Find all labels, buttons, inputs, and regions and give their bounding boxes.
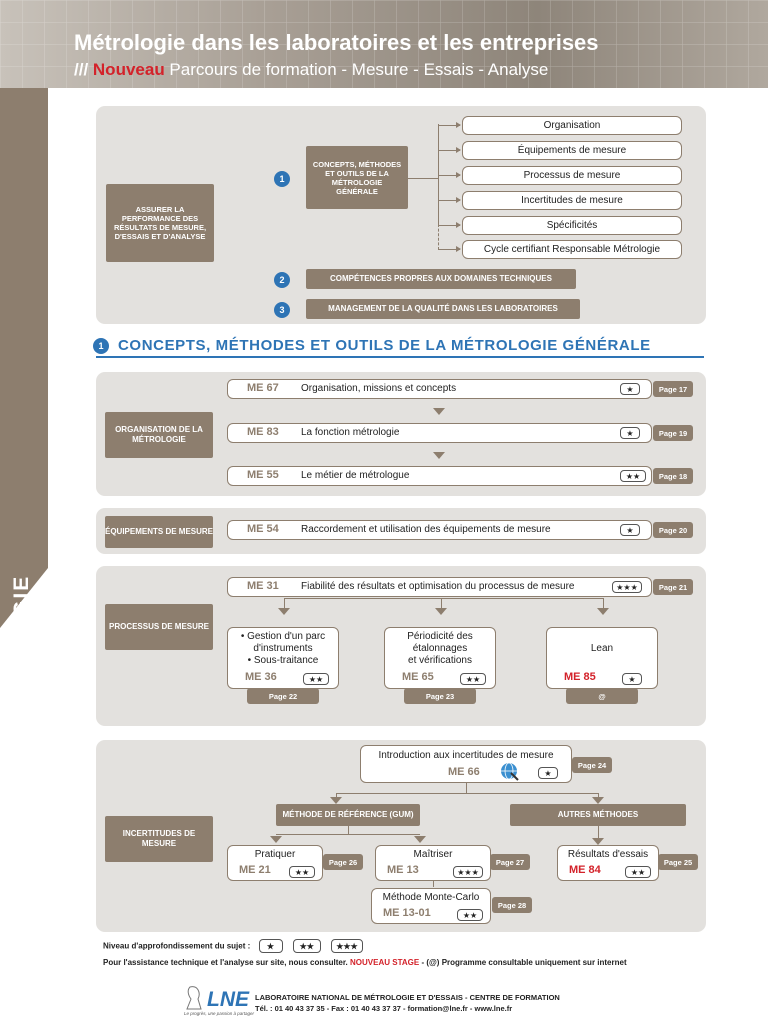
section-number-badge: 1	[93, 338, 109, 354]
process-sub-text	[546, 643, 658, 655]
course-code: ME 21	[239, 864, 271, 876]
section-title: CONCEPTS, MÉTHODES ET OUTILS DE LA MÉTROLOGIE GÉNÉRALE	[118, 337, 651, 354]
connector	[336, 793, 598, 794]
process-sub-line: étalonnages	[412, 643, 468, 654]
page-tag: Page 18	[653, 468, 693, 484]
process-sub-line: Périodicité des	[407, 631, 473, 642]
page-tag: Page 22	[247, 688, 319, 704]
arrow-right-icon	[456, 222, 461, 228]
course-title: Organisation, missions et concepts	[301, 383, 457, 394]
level-stars: ★★	[625, 866, 651, 878]
branch-box-1: Équipements de mesure	[462, 141, 682, 160]
number-badge-3: 3	[274, 302, 290, 318]
page-tag: Page 21	[653, 579, 693, 595]
subtitle-text: Parcours de formation - Mesure - Essais - Analyse	[164, 60, 549, 79]
branch-connector	[408, 178, 438, 179]
course-title: Maîtriser	[413, 849, 453, 860]
branch-box-5: Cycle certifiant Responsable Métrologie	[462, 240, 682, 259]
page-tag: Page 28	[492, 897, 532, 913]
assistance-note	[103, 958, 627, 967]
section-rule	[96, 356, 704, 358]
page-subtitle	[74, 60, 548, 80]
management-box: MANAGEMENT DE LA QUALITÉ DANS LES LABORATOIRES	[306, 299, 580, 319]
level-stars: ★	[538, 767, 558, 779]
course-title: Méthode Monte-Carlo	[382, 892, 480, 903]
course-code: ME 13-01	[383, 907, 431, 919]
level-stars: ★★	[289, 866, 315, 878]
process-sub-line: et vérifications	[408, 655, 472, 666]
branch-box-4: Spécificités	[462, 216, 682, 235]
page-tag: Page 20	[653, 522, 693, 538]
new-stage-label: NOUVEAU STAGE	[350, 958, 420, 967]
arrow-down-icon	[270, 836, 282, 843]
level-stars: ★★	[620, 470, 646, 482]
process-sub-line: Lean	[590, 643, 614, 654]
legend-label: Niveau d'approfondissement du sujet :	[103, 941, 251, 951]
sub-connector	[441, 598, 442, 608]
footer-contact: Tél. : 01 40 43 37 35 - Fax : 01 40 43 37 37 - formation@lne.fr - www.lne.fr	[255, 1004, 513, 1013]
level-stars: ★★	[460, 673, 486, 685]
connector	[466, 783, 467, 793]
level-stars: ★★	[303, 673, 329, 685]
arrow-right-icon	[456, 172, 461, 178]
course-code: ME 54	[247, 523, 279, 535]
course-code: ME 36	[245, 671, 277, 683]
arrow-right-icon	[456, 197, 461, 203]
incertitudes-label: INCERTITUDES DE MESURE	[105, 816, 213, 862]
course-title: La fonction métrologie	[301, 427, 400, 438]
course-title: Fiabilité des résultats et optimisation du processus de mesure	[301, 581, 575, 592]
arrow-right-icon	[456, 122, 461, 128]
other-methods-box: AUTRES MÉTHODES	[510, 804, 686, 826]
course-code: ME 66	[448, 766, 480, 778]
page-tag: Page 24	[572, 757, 612, 773]
legend-level-3: ★★★	[331, 939, 363, 953]
number-badge-1: 1	[274, 171, 290, 187]
course-title: Raccordement et utilisation des équipements de mesure	[301, 524, 551, 535]
course-code: ME 65	[402, 671, 434, 683]
subtitle-slashes: ///	[74, 60, 89, 79]
course-code: ME 84	[569, 864, 601, 876]
process-sub-text	[227, 631, 339, 667]
level-stars: ★	[620, 524, 640, 536]
connector	[276, 834, 420, 835]
footer-organisation: LABORATOIRE NATIONAL DE MÉTROLOGIE ET D'ESSAIS - CENTRE DE FORMATION	[255, 993, 560, 1002]
arrow-down-icon	[278, 608, 290, 615]
equipements-label: ÉQUIPEMENTS DE MESURE	[105, 516, 213, 548]
organisation-label: ORGANISATION DE LA MÉTROLOGIE	[105, 412, 213, 458]
legend-level-2: ★★	[293, 939, 321, 953]
branch-box-3: Incertitudes de mesure	[462, 191, 682, 210]
side-band	[0, 88, 48, 648]
arrow-down-icon	[435, 608, 447, 615]
arrow-down-icon	[433, 408, 445, 415]
course-code: ME 85	[564, 671, 596, 683]
connector	[348, 826, 349, 834]
course-row	[227, 466, 652, 486]
lne-tagline: Le progrès, une passion à partager	[184, 1011, 255, 1016]
connector	[598, 826, 599, 838]
gum-method-box: MÉTHODE DE RÉFÉRENCE (GUM)	[276, 804, 420, 826]
arrow-down-icon	[433, 452, 445, 459]
course-code: ME 83	[247, 426, 279, 438]
lne-logo: LNE	[207, 988, 249, 1011]
level-stars: ★	[620, 427, 640, 439]
level-stars: ★	[620, 383, 640, 395]
side-label: 2015 – MÉTROLOGIE	[10, 574, 33, 820]
assist-text: Pour l'assistance technique et l'analyse sur site, nous consulter.	[103, 958, 348, 967]
level-stars: ★★★	[612, 581, 642, 593]
main-goal-box: ASSURER LA PERFORMANCE DES RÉSULTATS DE MESURE, D'ESSAIS ET D'ANALYSE	[106, 184, 214, 262]
page-tag: Page 17	[653, 381, 693, 397]
course-code: ME 13	[387, 864, 419, 876]
process-sub-line: • Sous-traitance	[247, 655, 319, 666]
course-title: Le métier de métrologue	[301, 470, 410, 481]
course-row	[227, 423, 652, 443]
legend-level-1: ★	[259, 939, 283, 953]
page-tag: @	[566, 688, 638, 704]
competences-box: COMPÉTENCES PROPRES AUX DOMAINES TECHNIQUES	[306, 269, 576, 289]
page-tag: Page 19	[653, 425, 693, 441]
intro-course-title: Introduction aux incertitudes de mesure	[378, 750, 554, 761]
course-code: ME 31	[247, 580, 279, 592]
marianne-logo-icon	[184, 985, 204, 1011]
branch-trunk	[438, 124, 439, 224]
branch-box-0: Organisation	[462, 116, 682, 135]
subtitle-new: Nouveau	[92, 60, 165, 79]
assist-post: - (@) Programme consultable uniquement sur internet	[421, 958, 627, 967]
branch-trunk-dashed	[438, 224, 439, 250]
arrow-down-icon	[330, 797, 342, 804]
processus-label: PROCESSUS DE MESURE	[105, 604, 213, 650]
sub-connector	[603, 598, 604, 608]
arrow-right-icon	[456, 246, 461, 252]
number-badge-2: 2	[274, 272, 290, 288]
arrow-right-icon	[456, 147, 461, 153]
arrow-down-icon	[592, 838, 604, 845]
process-sub-line: d'instruments	[253, 643, 313, 654]
web-globe-icon	[499, 761, 519, 781]
course-title: Pratiquer	[254, 849, 296, 860]
page-title: Métrologie dans les laboratoires et les entreprises	[74, 30, 599, 55]
page-tag: Page 23	[404, 688, 476, 704]
arrow-down-icon	[592, 797, 604, 804]
page-tag: Page 27	[490, 854, 530, 870]
connector	[433, 881, 434, 887]
branch-box-2: Processus de mesure	[462, 166, 682, 185]
level-stars: ★★★	[453, 866, 483, 878]
course-title: Résultats d'essais	[567, 849, 649, 860]
arrow-down-icon	[414, 836, 426, 843]
arrow-down-icon	[597, 608, 609, 615]
level-stars: ★	[622, 673, 642, 685]
sub-connector	[284, 598, 285, 608]
level-legend	[103, 939, 363, 953]
processus-connector	[284, 598, 604, 599]
page-tag: Page 25	[658, 854, 698, 870]
page-tag: Page 26	[323, 854, 363, 870]
concepts-box: CONCEPTS, MÉTHODES ET OUTILS DE LA MÉTROLOGIE GÉNÉRALE	[306, 146, 408, 209]
process-sub-line: • Gestion d'un parc	[240, 631, 326, 642]
course-code: ME 55	[247, 469, 279, 481]
process-sub-text	[384, 631, 496, 667]
level-stars: ★★	[457, 909, 483, 921]
course-code: ME 67	[247, 382, 279, 394]
